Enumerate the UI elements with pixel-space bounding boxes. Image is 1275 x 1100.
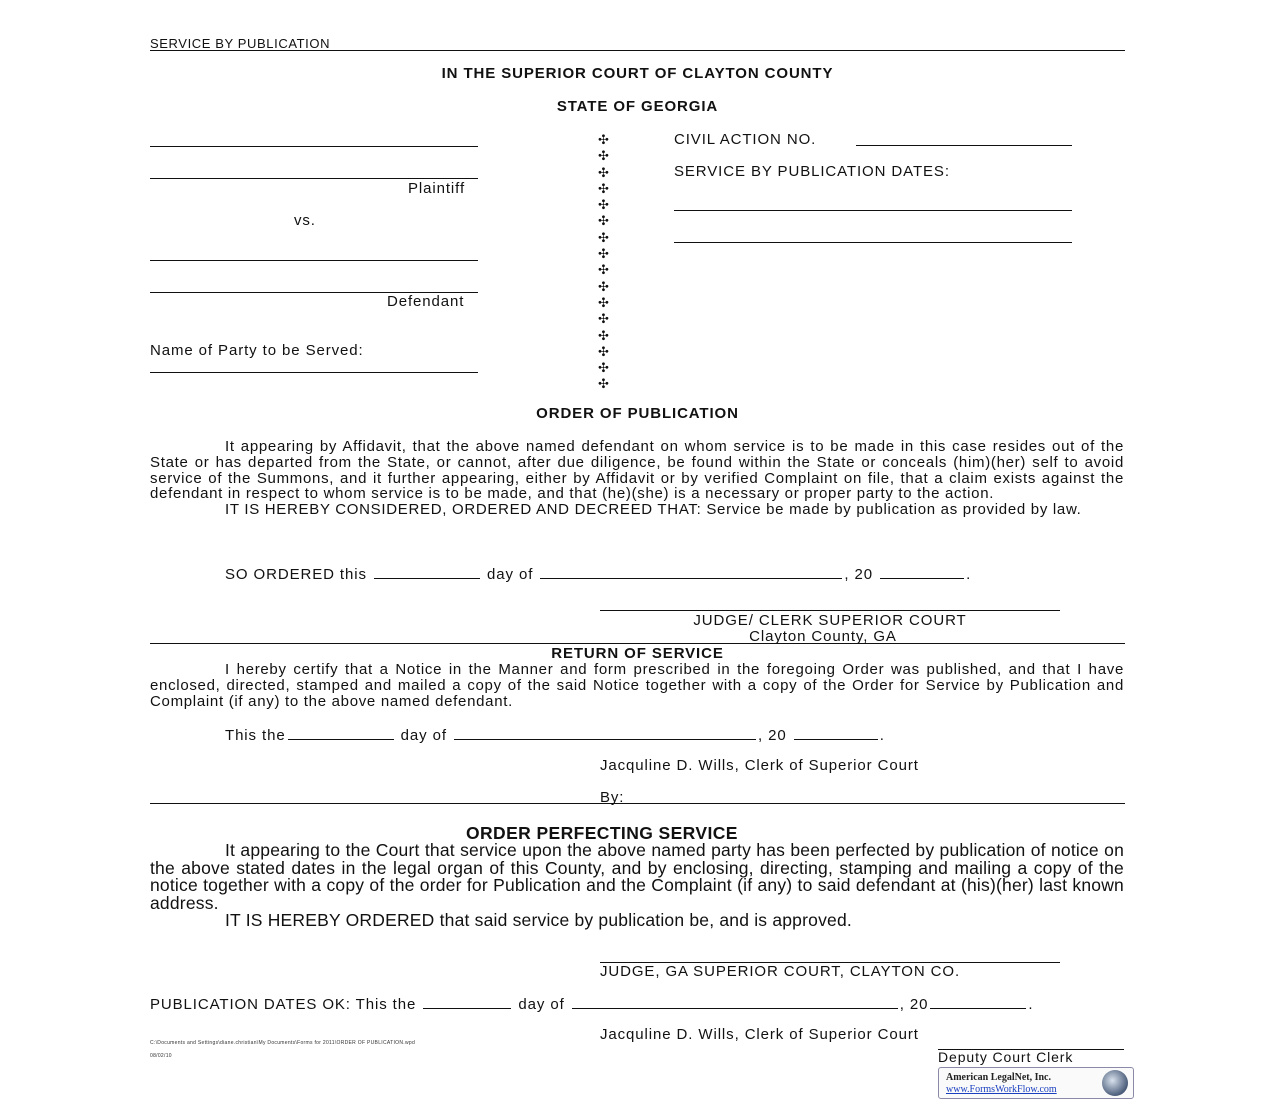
civil-action-line[interactable] [856,145,1072,146]
defendant-label: Defendant [387,293,465,310]
logo-company-name: American LegalNet, Inc. [946,1072,1051,1083]
deputy-signature-line[interactable] [938,1049,1124,1050]
return-year-field[interactable] [794,726,878,740]
return-month-field[interactable] [454,726,756,740]
plaintiff-line-1[interactable] [150,146,478,147]
return-paragraph: I hereby certify that a Notice in the Manner and form prescribed in the foregoing Order was published, and that I have enclosed, directed, stamped and mailed a copy of the said Notice together with a copy of the Order for Service by Publication and Complaint (if any) to the above named defendant. [150,661,1124,710]
caption-separator: ✣ ✣ ✣ ✣ ✣ ✣ ✣ ✣ ✣ ✣ ✣ ✣ ✣ ✣ ✣ ✣ [598,132,609,392]
service-date-line-2[interactable] [674,242,1072,243]
by-label: By: [600,789,625,806]
form-date: 08/02/10 [150,1053,172,1059]
so-ordered-line: SO ORDERED this day of , 20 . [225,566,972,583]
plaintiff-line-2[interactable] [150,178,478,179]
perfecting-judge-label: JUDGE, GA SUPERIOR COURT, CLAYTON CO. [600,963,961,980]
american-legalnet-logo[interactable] [938,1067,1134,1099]
judge-signature-line[interactable] [600,610,1060,611]
pub-month-field[interactable] [572,995,898,1009]
pub-day-field[interactable] [423,995,511,1009]
globe-icon [1102,1070,1128,1096]
court-title: IN THE SUPERIOR COURT OF CLAYTON COUNTY [441,65,834,82]
service-date-line-1[interactable] [674,210,1072,211]
header-rule [150,50,1125,51]
defendant-line-1[interactable] [150,260,478,261]
perfecting-paragraph: It appearing to the Court that service upon the above named party has been perfected by publication of notice on the above stated dates in the legal organ of this County, and by enclosing, directing, stamping and mailing a copy of the notice together with a copy of the order for Publication and the Complaint (if any) to said defendant at (his)(her) last known address. IT IS HEREBY ORDERED that said service by publication be, and is approved. [150,840,1124,931]
order-paragraph: It appearing by Affidavit, that the above named defendant on whom service is to be made in this case resides out of the State or has departed from the State, or cannot, after due diligence, be found within the State or conceals (him)(her) self to avoid service of the Summons, and it further appearing, either by Affidavit or by verified Complaint on file, that a claim exists against the defendant in respect to whom service is to be made, and that (he)(she) is a necessary or proper party to the action. IT IS HEREBY CONSIDERED, ORDERED AND DECREED THAT: Service be made by publication as provided by law. [150,438,1124,519]
judge-clerk-label: JUDGE/ CLERK SUPERIOR COURT [693,612,967,629]
file-path: C:\Documents and Settings\diane.christian\My Documents\Forms for 2011\ORDER OF PUBLICATION.wpd [150,1040,416,1046]
party-served-label: Name of Party to be Served: [150,342,364,359]
this-the-line: This the day of , 20 . [225,727,885,744]
order-of-publication-title: ORDER OF PUBLICATION [536,405,739,422]
so-ordered-year-field[interactable] [880,565,964,579]
perfecting-clerk-name: Jacquline D. Wills, Clerk of Superior Court [600,1026,919,1043]
return-clerk-name: Jacquline D. Wills, Clerk of Superior Court [600,757,919,774]
service-dates-label: SERVICE BY PUBLICATION DATES: [674,163,950,180]
section-divider-2 [150,803,1125,804]
form-label: SERVICE BY PUBLICATION [150,36,331,51]
county-label: Clayton County, GA [749,628,897,645]
so-ordered-day-field[interactable] [374,565,480,579]
civil-action-label: CIVIL ACTION NO. [674,131,817,148]
section-divider-1 [150,643,1125,644]
vs-label: vs. [294,212,316,229]
state-title: STATE OF GEORGIA [556,98,719,115]
return-of-service-title: RETURN OF SERVICE [551,645,724,662]
pub-dates-ok-line: PUBLICATION DATES OK: This the day of , 20 . [150,996,1034,1013]
pub-year-field[interactable] [930,995,1026,1009]
deputy-clerk-label: Deputy Court Clerk [938,1049,1074,1065]
plaintiff-label: Plaintiff [408,180,466,197]
party-served-line[interactable] [150,372,478,373]
logo-website-link[interactable]: www.FormsWorkFlow.com [946,1084,1057,1095]
so-ordered-month-field[interactable] [540,565,842,579]
order-perfecting-title: ORDER PERFECTING SERVICE [466,823,738,843]
return-day-field[interactable] [288,726,394,740]
